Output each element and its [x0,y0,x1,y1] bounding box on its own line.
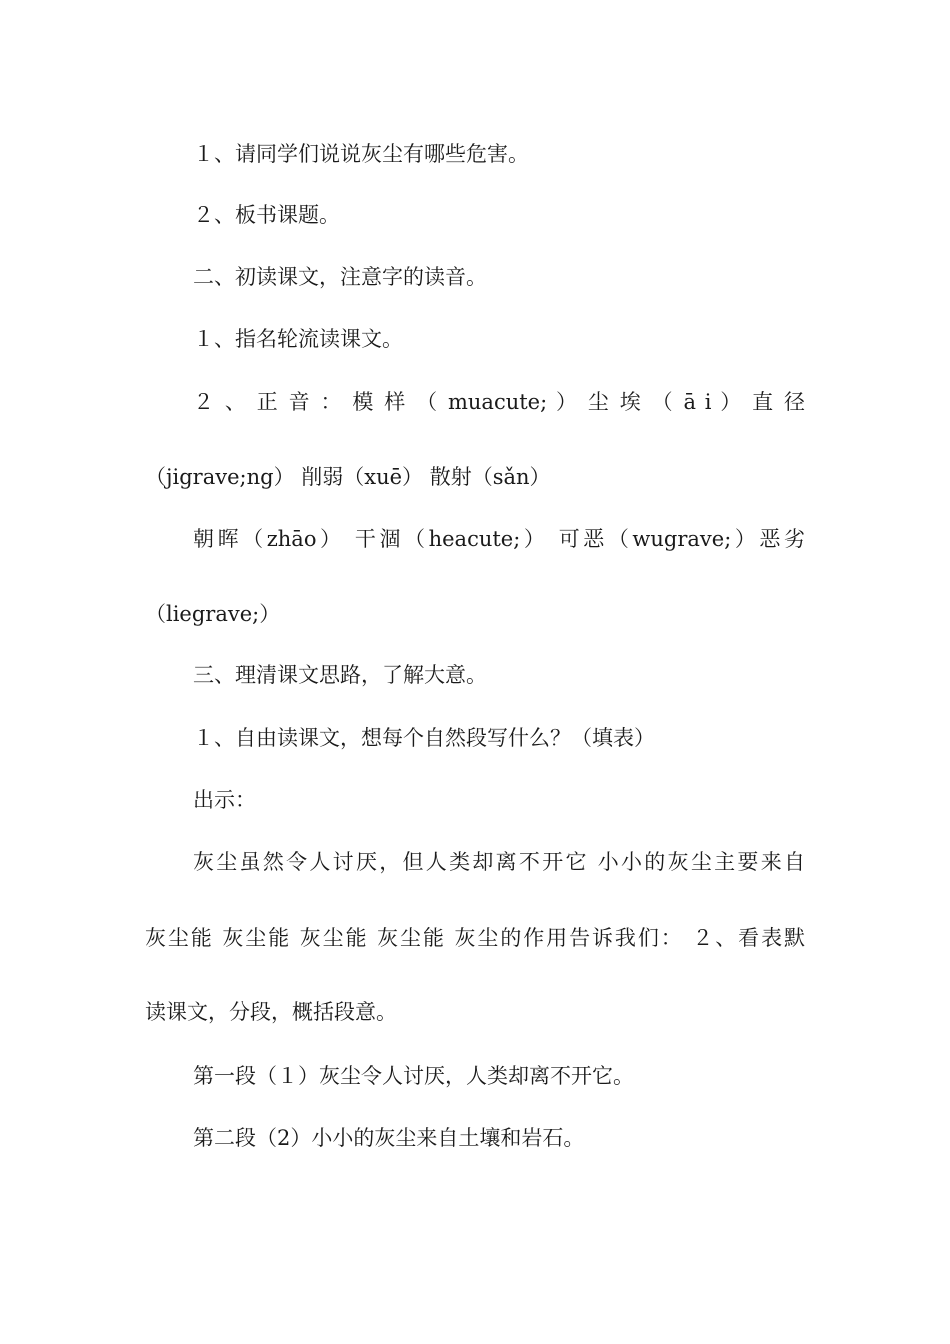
text-line: １、指名轮流读课文。 [193,327,403,351]
text-line: １、请同学们说说灰尘有哪些危害。 [193,142,529,166]
text-line: １、自由读课文，想每个自然段写什么？（填表） [193,726,655,750]
text-line: ２ 、 正 音 ： 模 样 （ muacute; ） 尘 埃 （ ā i ） 直 径 [193,390,805,414]
text-line: 读课文，分段，概括段意。 [145,1000,397,1024]
text-line: ２、板书课题。 [193,203,340,227]
text-line: 出示： [193,788,256,812]
text-line: （jigrave;ng） 削弱（xuē） 散射（sǎn） [145,465,551,489]
text-line: 第一段（１）灰尘令人讨厌，人类却离不开它。 [193,1064,634,1088]
text-line: 二、初读课文，注意字的读音。 [193,265,487,289]
text-line: 三、理清课文思路，了解大意。 [193,663,487,687]
text-line: 灰尘虽然令人讨厌，但人类却离不开它 小小的灰尘主要来自 [193,850,805,874]
text-line: 第二段（2）小小的灰尘来自土壤和岩石。 [193,1126,585,1150]
text-line: 灰尘能 灰尘能 灰尘能 灰尘能 灰尘的作用告诉我们： ２、看表默 [145,926,805,950]
text-line: 朝晖（zhāo） 干涸（heacute;） 可恶（wugrave;）恶劣 [193,527,805,551]
text-line: （liegrave;） [145,602,281,626]
